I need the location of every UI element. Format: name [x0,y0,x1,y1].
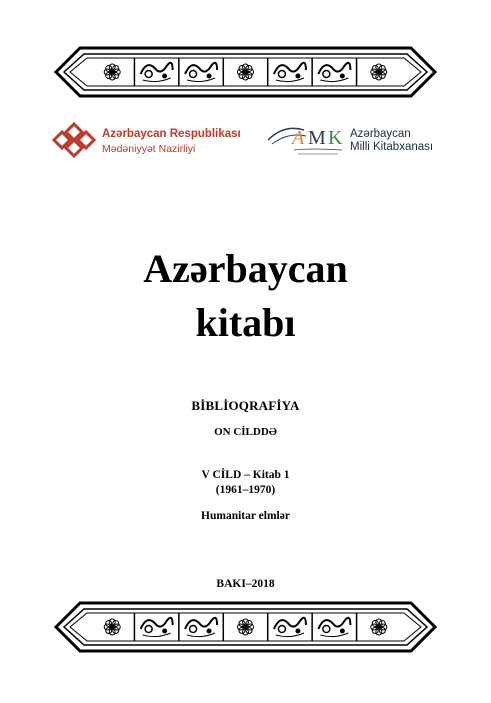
library-name-line2: Milli Kitabxanası [350,141,434,153]
ornament-cell [312,58,350,86]
bottom-ornament-border-icon [54,599,437,655]
ornament-cell [104,64,120,80]
imprint-city-year: BAKI–2018 [216,578,275,590]
ornamental-knot-icon [50,122,96,158]
subject-label: Humanitar elmlər [201,510,290,522]
ornament-cell [179,58,217,86]
ministry-name-line2: Mədəniyyət Nazirliyi [102,143,196,155]
ornament-cell [179,613,217,641]
volumes-note: ON CİLDDƏ [214,426,277,438]
svg-text:M: M [308,127,326,149]
svg-text:A: A [292,127,305,149]
library-logo [264,118,454,162]
ornament-cell [268,613,306,641]
years-range: (1961–1970) [215,484,276,496]
ornament-cell [104,619,120,635]
volume-label: V CİLD – Kitab 1 [201,469,290,481]
amk-monogram-icon [264,118,348,162]
top-ornament-border-icon [54,44,437,100]
library-name-line1: Azərbaycan [350,128,411,140]
ornament-cell [223,58,253,86]
subtitle: BİBLİOQRAFİYA [191,398,300,413]
book-title-line1: Azərbaycan [143,246,348,291]
ornament-cell [134,58,172,86]
ornament-cell [134,613,172,641]
ornament-cell [268,58,306,86]
ministry-logo [50,120,240,160]
ministry-name-line1: Azərbaycan Respublikası [102,128,241,140]
ornament-cell [223,613,253,641]
svg-text:K: K [328,127,343,149]
book-title-line2: kitabı [195,300,296,345]
ornament-cell [357,58,387,86]
ornament-cell [312,613,350,641]
ornament-cell [357,613,387,641]
